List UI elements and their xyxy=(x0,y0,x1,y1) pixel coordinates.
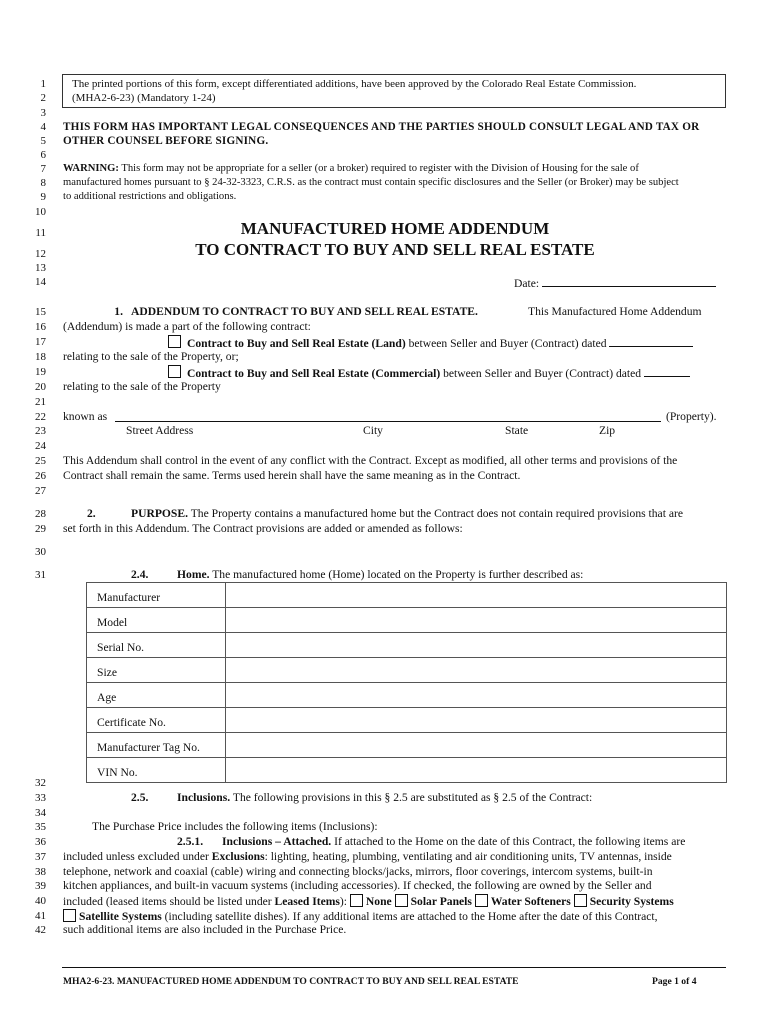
commercial-contract-date-line[interactable] xyxy=(644,365,690,377)
section24-number: 2.4. xyxy=(131,568,149,581)
model-field[interactable] xyxy=(226,608,727,633)
city-caption: City xyxy=(363,424,383,437)
manufacturer-field[interactable] xyxy=(226,583,727,608)
line37-text-a: included unless excluded under xyxy=(63,850,212,863)
serial-label: Serial No. xyxy=(87,633,226,658)
line-number: 32 xyxy=(35,777,46,789)
line-number: 15 xyxy=(35,306,46,318)
date-input-line[interactable] xyxy=(542,275,716,287)
satellite-systems-label: Satellite Systems xyxy=(79,910,162,923)
solar-panels-checkbox[interactable] xyxy=(395,894,408,907)
size-field[interactable] xyxy=(226,658,727,683)
section24-text: The manufactured home (Home) located on the Property is further described as: xyxy=(209,568,584,581)
land-contract-date-line[interactable] xyxy=(609,335,693,347)
model-label: Model xyxy=(87,608,226,633)
line-number: 13 xyxy=(35,262,46,274)
control-line1: This Addendum shall control in the event of any conflict with the Contract. Except as modified, all other terms and provisions of the xyxy=(63,454,678,467)
line-number: 35 xyxy=(35,821,46,833)
size-label: Size xyxy=(87,658,226,683)
section1-text2: (Addendum) is made a part of the following contract: xyxy=(63,320,311,333)
home-description-table xyxy=(86,582,727,783)
age-label: Age xyxy=(87,683,226,708)
line-number: 5 xyxy=(40,135,46,147)
option-land-text xyxy=(187,335,693,351)
security-systems-checkbox[interactable] xyxy=(574,894,587,907)
line-number: 34 xyxy=(35,807,46,819)
warning-text: This form may not be appropriate for a seller (or a broker) required to register with the Division of Housing for the sale of xyxy=(118,163,639,174)
inclusions-line40 xyxy=(63,894,674,909)
warning-label: WARNING: xyxy=(63,163,119,174)
line-number: 2 xyxy=(40,92,46,104)
land-contract-label: Contract to Buy and Sell Real Estate (Land) xyxy=(187,337,406,350)
line-number: 30 xyxy=(35,546,46,558)
security-systems-label: Security Systems xyxy=(589,895,674,908)
section24-heading: Home. xyxy=(177,568,210,581)
line40-text-c: ): xyxy=(339,895,348,908)
table-row xyxy=(87,583,727,608)
commission-notice-line2: (MHA2-6-23) (Mandatory 1-24) xyxy=(72,92,216,104)
line-number: 21 xyxy=(35,396,46,408)
line-number: 28 xyxy=(35,508,46,520)
leased-items-term: Leased Items xyxy=(274,895,340,908)
section1-heading: ADDENDUM TO CONTRACT TO BUY AND SELL REAL ESTATE. xyxy=(131,305,478,318)
line-number: 25 xyxy=(35,455,46,467)
control-line2: Contract shall remain the same. Terms used herein shall have the same meaning as in the Contract. xyxy=(63,469,521,482)
commercial-contract-label: Contract to Buy and Sell Real Estate (Commercial) xyxy=(187,367,441,380)
option-commercial-text xyxy=(187,365,690,381)
line-number: 36 xyxy=(35,836,46,848)
section1-number: 1. xyxy=(114,305,123,318)
section251-text1: If attached to the Home on the date of this Contract, the following items are xyxy=(331,835,686,848)
line-number: 7 xyxy=(40,163,46,175)
manufacturer-label: Manufacturer xyxy=(87,583,226,608)
line40-text-a: included (leased items should be listed under xyxy=(63,895,275,908)
line-number: 17 xyxy=(35,336,46,348)
line-number: 6 xyxy=(40,149,46,161)
line-number: 11 xyxy=(35,227,46,239)
section25-line xyxy=(177,791,592,805)
legal-warning-line2: OTHER COUNSEL BEFORE SIGNING. xyxy=(63,135,269,147)
table-row xyxy=(87,633,727,658)
section2-text2: set forth in this Addendum. The Contract provisions are added or amended as follows: xyxy=(63,522,463,535)
line-number: 38 xyxy=(35,866,46,878)
line-number: 40 xyxy=(35,895,46,907)
line-number: 23 xyxy=(35,425,46,437)
exclusions-term: Exclusions xyxy=(211,850,265,863)
section2-heading: PURPOSE. xyxy=(131,507,189,520)
inclusions-line42: such additional items are also included in the Purchase Price. xyxy=(63,923,347,936)
option-land xyxy=(168,335,184,350)
commercial-contract-checkbox[interactable] xyxy=(168,365,181,378)
serial-field[interactable] xyxy=(226,633,727,658)
warning-line3: to additional restrictions and obligations. xyxy=(63,191,237,202)
table-row xyxy=(87,683,727,708)
line-number: 27 xyxy=(35,485,46,497)
line-number: 24 xyxy=(35,440,46,452)
vin-field[interactable] xyxy=(226,758,727,783)
warning-line2: manufactured homes pursuant to § 24-32-3323, C.R.S. as the contract must contain specific disclosures and the Seller (or Broker) may be subject xyxy=(63,177,679,188)
line-number: 10 xyxy=(35,206,46,218)
inclusions-line37 xyxy=(63,850,672,864)
line-number: 1 xyxy=(40,78,46,90)
line-number: 39 xyxy=(35,880,46,892)
property-address-line[interactable] xyxy=(115,421,661,422)
footer-form-title: MHA2-6-23. MANUFACTURED HOME ADDENDUM TO CONTRACT TO BUY AND SELL REAL ESTATE xyxy=(63,976,519,987)
table-row xyxy=(87,658,727,683)
line-number: 12 xyxy=(35,248,46,260)
certificate-field[interactable] xyxy=(226,708,727,733)
state-caption: State xyxy=(505,424,529,437)
section2-line1 xyxy=(131,507,683,521)
section1-text1: This Manufactured Home Addendum xyxy=(528,305,702,318)
water-softeners-label: Water Softeners xyxy=(490,895,571,908)
table-row xyxy=(87,758,727,783)
line-number: 14 xyxy=(35,276,46,288)
vin-label: VIN No. xyxy=(87,758,226,783)
line-number: 42 xyxy=(35,924,46,936)
known-as-label: known as xyxy=(63,410,108,423)
line-number: 3 xyxy=(40,107,46,119)
legal-warning-line1: THIS FORM HAS IMPORTANT LEGAL CONSEQUENCES AND THE PARTIES SHOULD CONSULT LEGAL AND TAX OR xyxy=(63,121,700,133)
line-number: 41 xyxy=(35,910,46,922)
section25-number: 2.5. xyxy=(131,791,149,804)
inclusions-line38: telephone, network and coaxial (cable) wiring and connecting blocks/jacks, mirrors, floor coverings, intercom systems, built-in xyxy=(63,865,653,878)
line41-rest: (including satellite dishes). If any additional items are attached to the Home after the date of this Contract, xyxy=(161,910,658,923)
satellite-systems-checkbox[interactable] xyxy=(63,909,76,922)
line-number: 33 xyxy=(35,792,46,804)
land-contract-rest: between Seller and Buyer (Contract) dated xyxy=(405,337,607,350)
property-label: (Property). xyxy=(666,410,717,423)
warning-line1 xyxy=(63,162,639,176)
line-number: 9 xyxy=(40,191,46,203)
date-label: Date: xyxy=(514,277,540,290)
section25-text: The following provisions in this § 2.5 are substituted as § 2.5 of the Contract: xyxy=(230,791,593,804)
section25-intro: The Purchase Price includes the following items (Inclusions): xyxy=(92,820,378,833)
line-number: 20 xyxy=(35,381,46,393)
water-softeners-checkbox[interactable] xyxy=(475,894,488,907)
line-number: 19 xyxy=(35,366,46,378)
footer-page-number: Page 1 of 4 xyxy=(652,976,697,987)
section2-number: 2. xyxy=(87,507,96,520)
table-row xyxy=(87,708,727,733)
commercial-contract-rest: between Seller and Buyer (Contract) dated xyxy=(440,367,642,380)
table-row xyxy=(87,733,727,758)
none-label: None xyxy=(365,895,392,908)
solar-panels-label: Solar Panels xyxy=(410,895,472,908)
line-number: 37 xyxy=(35,851,46,863)
zip-caption: Zip xyxy=(599,424,616,437)
relating-line2: relating to the sale of the Property xyxy=(63,380,221,393)
footer-rule xyxy=(62,967,726,968)
age-field[interactable] xyxy=(226,683,727,708)
section251-heading: Inclusions – Attached. xyxy=(222,835,332,848)
inclusions-line39: kitchen appliances, and built-in vacuum systems (including accessories). If checked, the following are owned by the Seller and xyxy=(63,879,652,892)
inclusions-line41 xyxy=(63,909,658,924)
line-number: 16 xyxy=(35,321,46,333)
tag-label: Manufacturer Tag No. xyxy=(87,733,226,758)
section24-line xyxy=(177,568,583,582)
tag-field[interactable] xyxy=(226,733,727,758)
date-field xyxy=(514,275,716,291)
none-checkbox[interactable] xyxy=(350,894,363,907)
line-number: 31 xyxy=(35,569,46,581)
title-line2: TO CONTRACT TO BUY AND SELL REAL ESTATE xyxy=(195,240,595,259)
line-number: 29 xyxy=(35,523,46,535)
line-number: 22 xyxy=(35,411,46,423)
relating-line1: relating to the sale of the Property, or; xyxy=(63,350,239,363)
title-line1: MANUFACTURED HOME ADDENDUM xyxy=(240,219,550,238)
section2-text1: The Property contains a manufactured home but the Contract does not contain required provisions that are xyxy=(188,507,683,520)
commission-notice-line1: The printed portions of this form, except differentiated additions, have been approved by the Colorado Real Estate Commission. xyxy=(72,78,637,90)
section251-number: 2.5.1. xyxy=(177,835,204,848)
option-commercial xyxy=(168,365,184,380)
section25-heading: Inclusions. xyxy=(177,791,231,804)
line-number: 18 xyxy=(35,351,46,363)
line-number: 26 xyxy=(35,470,46,482)
certificate-label: Certificate No. xyxy=(87,708,226,733)
section251-line xyxy=(222,835,685,849)
street-address-caption: Street Address xyxy=(126,424,194,437)
line-number: 4 xyxy=(40,121,46,133)
line-number: 8 xyxy=(40,177,46,189)
line37-text-c: : lighting, heating, plumbing, ventilating and air conditioning units, TV antennas, inside xyxy=(264,850,672,863)
land-contract-checkbox[interactable] xyxy=(168,335,181,348)
table-row xyxy=(87,608,727,633)
